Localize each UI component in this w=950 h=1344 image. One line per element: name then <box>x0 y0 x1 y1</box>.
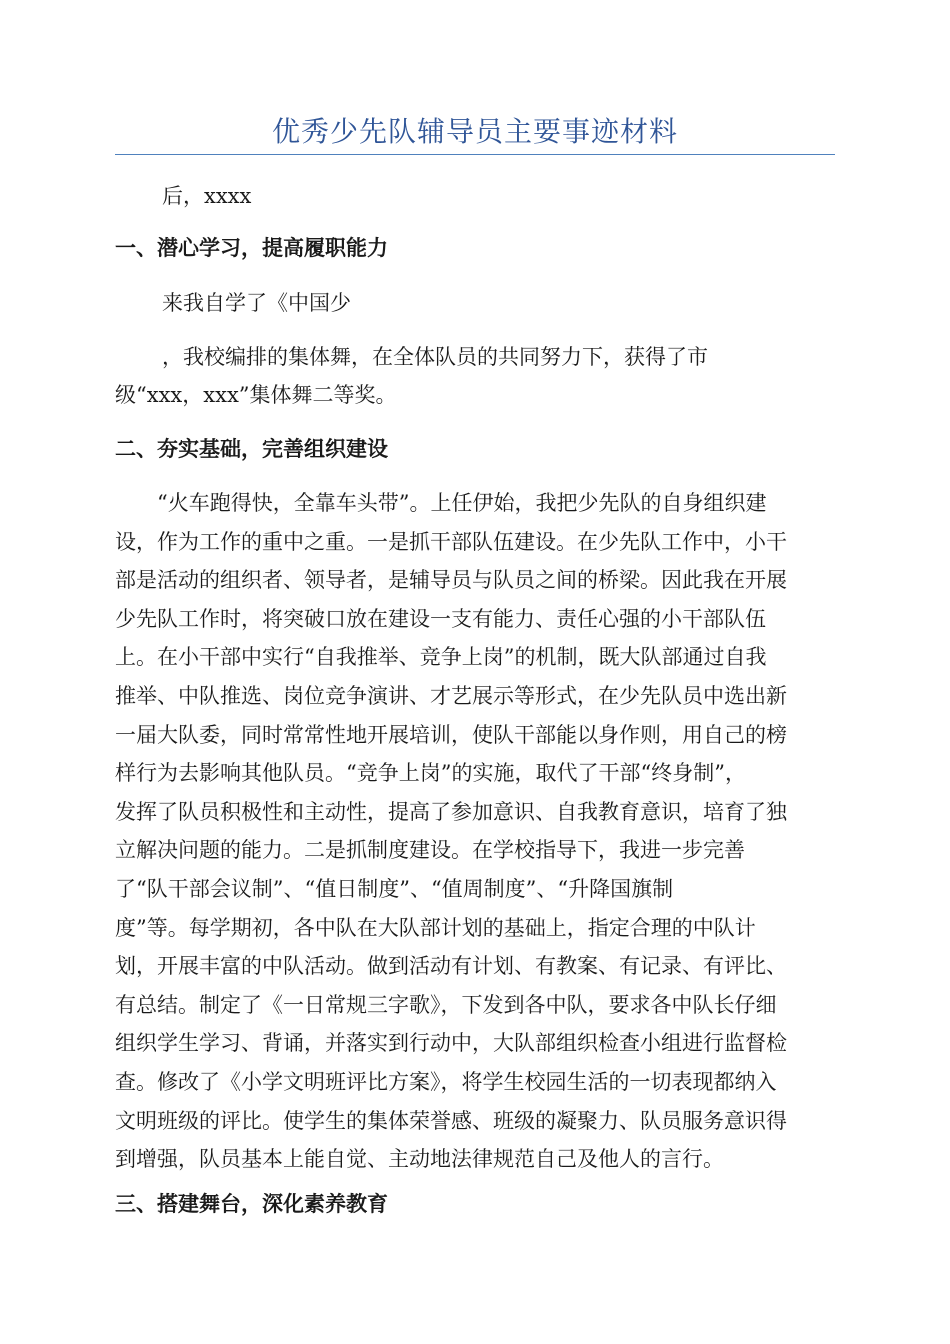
paragraph-line: 度”等。每学期初，各中队在大队部计划的基础上，指定合理的中队计 <box>115 915 756 940</box>
section-2-paragraph <box>115 484 835 1179</box>
paragraph-line: 立解决问题的能力。二是抓制度建设。在学校指导下，我进一步完善 <box>115 838 745 863</box>
section-2-heading: 二、夯实基础，完善组织建设 <box>115 436 388 461</box>
paragraph-line: 推举、中队推选、岗位竞争演讲、才艺展示等形式，在少先队员中选出新 <box>115 683 787 708</box>
section-3-heading: 三、搭建舞台，深化素养教育 <box>115 1191 388 1216</box>
section-1-line-3: 级“xxx，xxx”集体舞二等奖。 <box>115 383 397 407</box>
paragraph-line: “火车跑得快，全靠车头带”。上任伊始，我把少先队的自身组织建 <box>115 491 767 515</box>
paragraph-line: 上。在小干部中实行“自我推举、竞争上岗”的机制，既大队部通过自我 <box>115 645 767 670</box>
section-1-heading: 一、潜心学习，提高履职能力 <box>115 235 388 260</box>
paragraph-line: 了“队干部会议制”、“值日制度”、“值周制度”、“升降国旗制 <box>115 876 674 901</box>
paragraph-line: 部是活动的组织者、领导者，是辅导员与队员之间的桥梁。因此我在开展 <box>115 568 787 593</box>
paragraph-line: 划，开展丰富的中队活动。做到活动有计划、有教案、有记录、有评比、 <box>115 954 787 979</box>
paragraph-line: 发挥了队员积极性和主动性，提高了参加意识、自我教育意识，培育了独 <box>115 799 787 824</box>
paragraph-line: 文明班级的评比。使学生的集体荣誉感、班级的凝聚力、队员服务意识得 <box>115 1108 787 1133</box>
paragraph-line: 查。修改了《小学文明班评比方案》，将学生校园生活的一切表现都纳入 <box>115 1069 777 1094</box>
paragraph-line: 少先队工作时，将突破口放在建设一支有能力、责任心强的小干部队伍 <box>115 606 766 631</box>
paragraph-line: 样行为去影响其他队员。“竞争上岗”的实施，取代了干部“终身制”， <box>115 761 746 786</box>
paragraph-line: 一届大队委，同时常常性地开展培训，使队干部能以身作则，用自己的榜 <box>115 722 787 747</box>
paragraph-line: 组织学生学习、背诵，并落实到行动中，大队部组织检查小组进行监督检 <box>115 1031 787 1056</box>
paragraph-line: 有总结。制定了《一日常规三字歌》，下发到各中队，要求各中队长仔细 <box>115 992 777 1017</box>
paragraph-line: 到增强，队员基本上能自觉、主动地法律规范自己及他人的言行。 <box>115 1147 724 1172</box>
document-title: 优秀少先队辅导员主要事迹材料 <box>271 115 678 148</box>
paragraph-line: 设，作为工作的重中之重。一是抓干部队伍建设。在少先队工作中，小干 <box>115 529 787 554</box>
intro-line: 后，xxxx <box>162 184 252 208</box>
section-1-line-1: 来我自学了《中国少 <box>162 291 351 315</box>
title-underline <box>115 154 835 155</box>
section-1-line-2: ，我校编排的集体舞，在全体队员的共同努力下，获得了市 <box>162 345 708 369</box>
